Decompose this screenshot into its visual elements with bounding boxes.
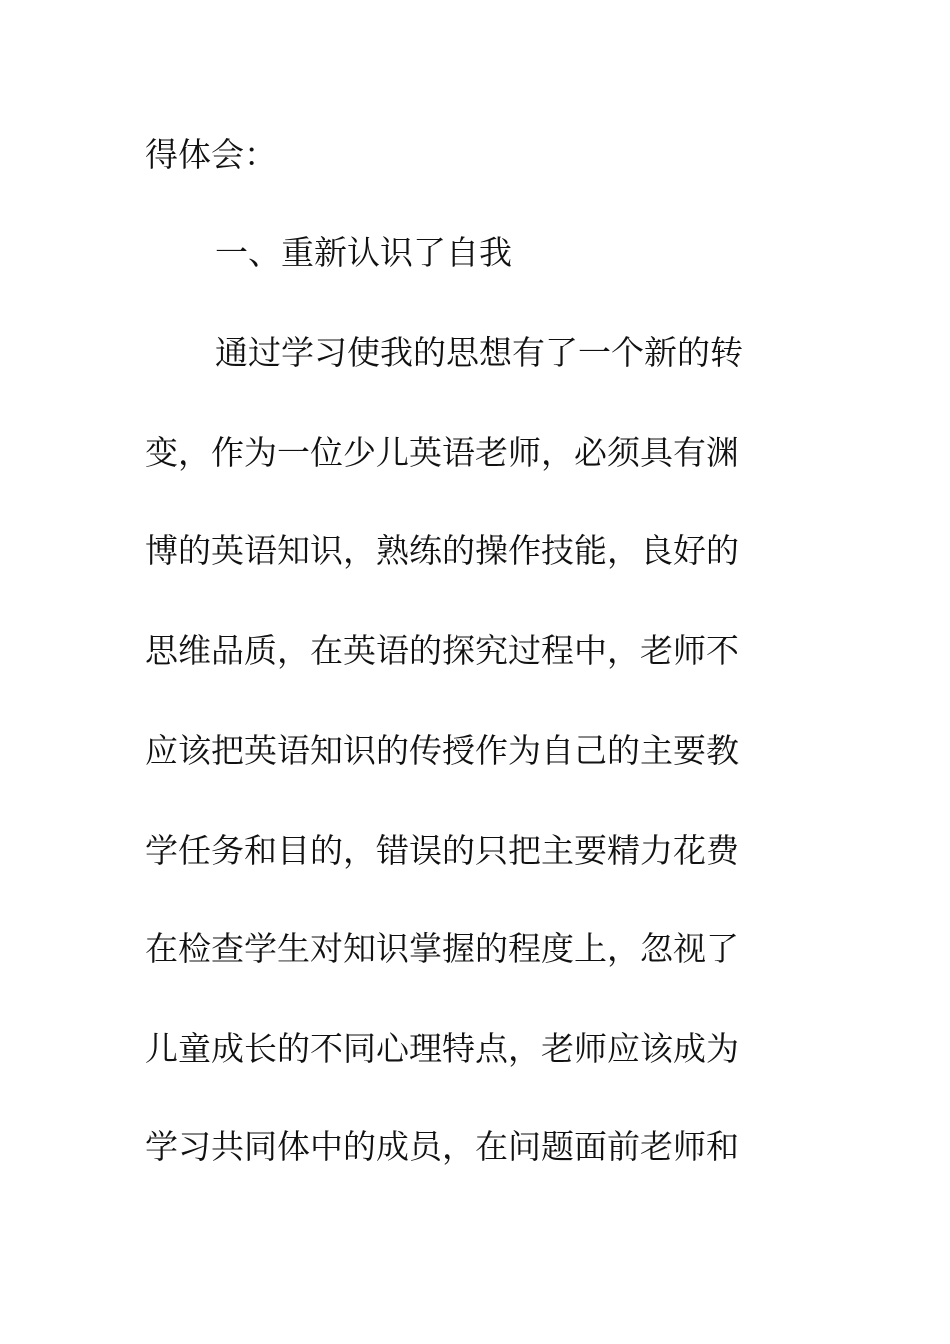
paragraph-line: 儿童成长的不同心理特点，老师应该成为 bbox=[145, 1029, 739, 1068]
paragraph-line: 变，作为一位少儿英语老师，必须具有渊 bbox=[145, 433, 739, 472]
paragraph-line: 通过学习使我的思想有了一个新的转 bbox=[215, 333, 743, 372]
paragraph-line: 思维品质，在英语的探究过程中，老师不 bbox=[145, 631, 739, 670]
text-line-continuation: 得体会： bbox=[145, 135, 277, 174]
paragraph-line: 学任务和目的，错误的只把主要精力花费 bbox=[145, 831, 739, 870]
paragraph-line: 学习共同体中的成员，在问题面前老师和 bbox=[145, 1127, 739, 1166]
paragraph-line: 在检查学生对知识掌握的程度上，忽视了 bbox=[145, 929, 739, 968]
section-heading: 一、重新认识了自我 bbox=[215, 233, 512, 272]
paragraph-line: 应该把英语知识的传授作为自己的主要教 bbox=[145, 731, 739, 770]
paragraph-line: 博的英语知识，熟练的操作技能，良好的 bbox=[145, 531, 739, 570]
